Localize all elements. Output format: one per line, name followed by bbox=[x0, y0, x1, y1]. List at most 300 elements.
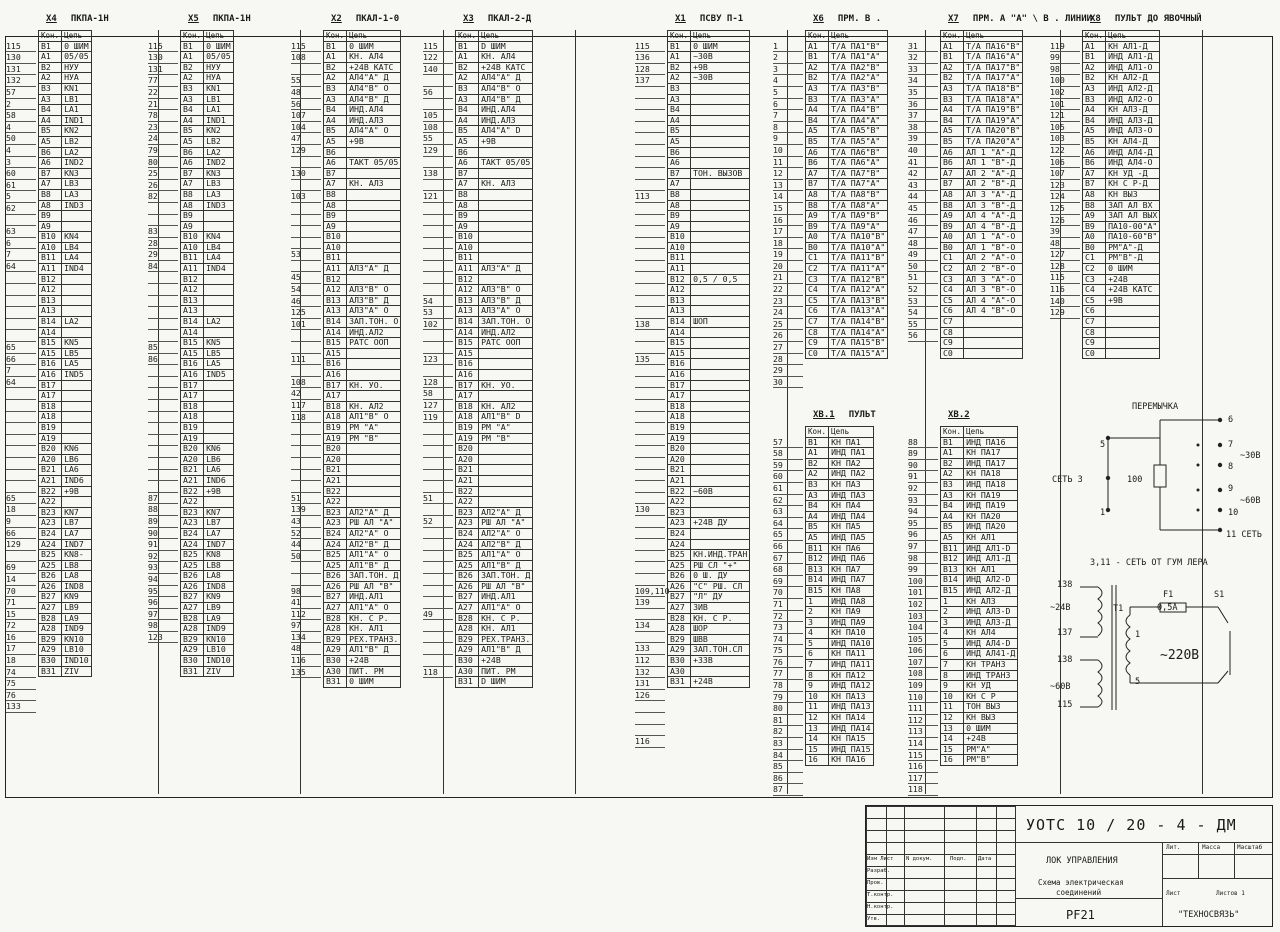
table-row bbox=[456, 115, 533, 126]
pin-id: A7 bbox=[1083, 168, 1106, 179]
pin-id: A25 bbox=[181, 560, 204, 571]
table-row bbox=[806, 522, 874, 533]
table-row bbox=[181, 253, 234, 264]
circuit-name: 0 ШИМ bbox=[1106, 264, 1160, 275]
circuit-name: ИНД.АЛ4 bbox=[479, 105, 533, 116]
tr-v220: ~220В bbox=[1160, 648, 1200, 663]
pin-id: B22 bbox=[456, 486, 479, 497]
wire-number: 97 bbox=[908, 541, 938, 553]
wire-number: 51 bbox=[291, 493, 321, 505]
table-row bbox=[806, 617, 874, 628]
circuit-name: АЛ4"А" D bbox=[479, 126, 533, 137]
table-row bbox=[324, 317, 401, 328]
table-row bbox=[456, 94, 533, 105]
wire-number: 118 bbox=[908, 784, 938, 796]
pin-id: B5 bbox=[456, 126, 479, 137]
pin-id: B7 bbox=[181, 168, 204, 179]
col-header-kon: Кон. bbox=[39, 31, 62, 42]
wire-number: 107 bbox=[1050, 168, 1080, 180]
table-row bbox=[941, 147, 1023, 158]
wire-number bbox=[423, 632, 453, 644]
table-row bbox=[941, 755, 1018, 766]
wire-number: 74 bbox=[773, 634, 803, 646]
wire-number bbox=[423, 342, 453, 354]
pin-id: 14 bbox=[806, 734, 829, 745]
wire-number: 26 bbox=[773, 330, 803, 342]
wire-number-column bbox=[291, 41, 321, 679]
table-row bbox=[456, 634, 533, 645]
table-row bbox=[324, 486, 401, 497]
wire-number: 75 bbox=[6, 678, 36, 690]
pin-id: B21 bbox=[668, 465, 691, 476]
circuit-name: АЛ1"В" D bbox=[479, 412, 533, 423]
table-row bbox=[181, 94, 234, 105]
circuit-name: АЛ 4 "В"-О bbox=[964, 306, 1023, 317]
wire-number: 127 bbox=[423, 400, 453, 412]
wire-number: 88 bbox=[148, 504, 178, 516]
table-row bbox=[941, 73, 1023, 84]
wire-number: 44 bbox=[291, 539, 321, 551]
wire-number: 74 bbox=[6, 667, 36, 679]
pin-id: A5 bbox=[1083, 126, 1106, 137]
table-row bbox=[456, 613, 533, 624]
wire-number: 96 bbox=[908, 529, 938, 541]
circuit-name: ИНД.АЛ3 bbox=[347, 115, 401, 126]
circuit-name: АЛ1"А" О bbox=[479, 603, 533, 614]
table-row bbox=[181, 370, 234, 381]
table-row bbox=[324, 634, 401, 645]
table-row bbox=[39, 168, 92, 179]
circuit-name: ЗАП АЛ ВЫХ bbox=[1106, 211, 1160, 222]
pin-id: A15 bbox=[39, 348, 62, 359]
circuit-name: ПА10-00"А" bbox=[1106, 221, 1160, 232]
table-row bbox=[39, 666, 92, 677]
circuit-name: Т/А ПА16"В" bbox=[964, 41, 1023, 52]
pin-id: B23 bbox=[181, 507, 204, 518]
table-row bbox=[668, 52, 750, 63]
wire-number: 123 bbox=[1050, 180, 1080, 192]
tb-podp: Подп. bbox=[950, 856, 967, 862]
circuit-name: Т/А ПА5"А" bbox=[829, 136, 888, 147]
table-row bbox=[39, 528, 92, 539]
circuit-name: LA7 bbox=[62, 528, 92, 539]
pin-id: B27 bbox=[39, 592, 62, 603]
pin-id: A9 bbox=[456, 221, 479, 232]
table-row bbox=[456, 179, 533, 190]
table-row bbox=[39, 422, 92, 433]
circuit-name: +9В bbox=[1106, 295, 1160, 306]
table-row bbox=[181, 189, 234, 200]
pin-id: A1 bbox=[456, 52, 479, 63]
table-row bbox=[181, 52, 234, 63]
circuit-name: LA2 bbox=[204, 147, 234, 158]
pin-id: B1 bbox=[39, 41, 62, 52]
circuit-name: Т/А ПА15"В" bbox=[829, 338, 888, 349]
circuit-name bbox=[691, 242, 750, 253]
table-row bbox=[941, 448, 1018, 459]
table-row bbox=[456, 338, 533, 349]
wire-number bbox=[635, 110, 665, 122]
table-row bbox=[668, 581, 750, 592]
circuit-name: ИНД АЛ41-Д bbox=[964, 649, 1018, 660]
table-row bbox=[941, 83, 1023, 94]
wire-number: 34 bbox=[908, 75, 938, 87]
wire-number: 4 bbox=[6, 122, 36, 134]
table-row bbox=[456, 359, 533, 370]
pin-id: A22 bbox=[456, 497, 479, 508]
table-row bbox=[806, 607, 874, 618]
table-row bbox=[181, 147, 234, 158]
table-row bbox=[39, 433, 92, 444]
table-row bbox=[941, 744, 1018, 755]
circuit-name bbox=[691, 147, 750, 158]
circuit-name: LB10 bbox=[62, 645, 92, 656]
pin-id: B6 bbox=[941, 158, 964, 169]
pin-id: B26 bbox=[324, 571, 347, 582]
circuit-name bbox=[691, 189, 750, 200]
pin-id: 16 bbox=[941, 755, 964, 766]
pin-id: B8 bbox=[941, 200, 964, 211]
table-row bbox=[806, 660, 874, 671]
circuit-name: АЛ2"В" Д bbox=[479, 539, 533, 550]
wire-number: 92 bbox=[908, 483, 938, 495]
tr-wire-115: 115 bbox=[1057, 700, 1073, 710]
table-row bbox=[806, 264, 888, 275]
wire-number bbox=[423, 435, 453, 447]
pin-id: 3 bbox=[806, 617, 829, 628]
wire-number: 53 bbox=[908, 296, 938, 308]
circuit-name bbox=[964, 338, 1023, 349]
pin-id: B25 bbox=[668, 550, 691, 561]
circuit-name bbox=[347, 486, 401, 497]
circuit-name bbox=[691, 253, 750, 264]
connector-ref: ХВ.1 bbox=[813, 410, 835, 420]
table-row bbox=[181, 507, 234, 518]
table-row bbox=[181, 338, 234, 349]
pin-id: A4 bbox=[941, 105, 964, 116]
pin-id: B21 bbox=[324, 465, 347, 476]
table-row bbox=[456, 391, 533, 402]
table-row bbox=[456, 560, 533, 571]
table-row bbox=[668, 83, 750, 94]
wire-number: 46 bbox=[908, 215, 938, 227]
table-row bbox=[1083, 147, 1160, 158]
table-row bbox=[941, 306, 1023, 317]
wire-number bbox=[291, 481, 321, 493]
table-row bbox=[39, 401, 92, 412]
wire-number bbox=[423, 470, 453, 482]
wire-number: 1 bbox=[773, 41, 803, 53]
circuit-name: Т/А ПА8"В" bbox=[829, 189, 888, 200]
circuit-name: Т/А ПА15"А" bbox=[829, 348, 888, 359]
pin-id: A19 bbox=[456, 433, 479, 444]
wire-number bbox=[6, 446, 36, 458]
connector-title: ПРМ. А "А" \ В . ЛИНИИ bbox=[972, 14, 1093, 24]
table-row bbox=[324, 444, 401, 455]
table-row bbox=[941, 264, 1023, 275]
circuit-name: ШОР bbox=[691, 624, 750, 635]
table-row bbox=[181, 486, 234, 497]
circuit-name: РМ "А" bbox=[347, 422, 401, 433]
wire-number: 87 bbox=[773, 784, 803, 796]
wire-number bbox=[635, 145, 665, 157]
pin-id: B24 bbox=[668, 528, 691, 539]
table-row bbox=[668, 677, 750, 688]
circuit-name bbox=[204, 221, 234, 232]
pin-id: B10 bbox=[39, 232, 62, 243]
wire-number-column bbox=[908, 437, 938, 796]
table-row bbox=[324, 73, 401, 84]
table-row bbox=[456, 380, 533, 391]
pin-id: B28 bbox=[456, 613, 479, 624]
pin-id: B3 bbox=[668, 83, 691, 94]
pin-id: B22 bbox=[39, 486, 62, 497]
wire-number: 66 bbox=[773, 541, 803, 553]
pin-id: A27 bbox=[324, 603, 347, 614]
pin-id: A14 bbox=[181, 327, 204, 338]
table-row bbox=[668, 634, 750, 645]
table-row bbox=[181, 83, 234, 94]
table-row bbox=[456, 412, 533, 423]
jumper-v30: ~30В bbox=[1240, 451, 1261, 461]
pin-id: A16 bbox=[456, 370, 479, 381]
wire-number bbox=[635, 701, 665, 713]
table-row bbox=[181, 550, 234, 561]
circuit-name: ИНД ПА20 bbox=[964, 522, 1018, 533]
table-row bbox=[806, 105, 888, 116]
pinout-table bbox=[1082, 30, 1160, 359]
wire-number: 122 bbox=[423, 52, 453, 64]
table-row bbox=[324, 94, 401, 105]
connector-header bbox=[1090, 14, 1202, 24]
wire-number bbox=[635, 400, 665, 412]
wire-number: 44 bbox=[908, 191, 938, 203]
wire-number: 48 bbox=[291, 87, 321, 99]
pin-id: A9 bbox=[324, 221, 347, 232]
circuit-name: КН ПА6 bbox=[829, 543, 873, 554]
wire-number bbox=[423, 562, 453, 574]
wire-number: 65 bbox=[773, 529, 803, 541]
pin-id: A1 bbox=[941, 41, 964, 52]
table-row bbox=[181, 136, 234, 147]
pin-id: C7 bbox=[1083, 317, 1106, 328]
table-row bbox=[456, 274, 533, 285]
wire-number: 78 bbox=[773, 680, 803, 692]
table-row bbox=[456, 486, 533, 497]
circuit-name: LB8 bbox=[204, 560, 234, 571]
pin-id: B13 bbox=[668, 295, 691, 306]
circuit-name bbox=[691, 126, 750, 137]
tb-name: ЛОК УПРАВЛЕНИЯ bbox=[1046, 856, 1118, 866]
table-row bbox=[181, 571, 234, 582]
tb-ndoc: N докум. bbox=[906, 856, 933, 862]
circuit-name: АЛ1"А" О bbox=[347, 550, 401, 561]
table-row bbox=[456, 126, 533, 137]
wire-number: 71 bbox=[773, 599, 803, 611]
pin-id: B17 bbox=[324, 380, 347, 391]
circuit-name bbox=[347, 253, 401, 264]
jumper-r100: 100 bbox=[1127, 475, 1143, 485]
wire-number bbox=[291, 215, 321, 227]
bus-line bbox=[575, 30, 576, 794]
tb-tkontr: Т.контр. bbox=[867, 892, 894, 898]
pin-id: B6 bbox=[1083, 158, 1106, 169]
wire-number-column bbox=[1050, 41, 1080, 319]
circuit-name: +9В bbox=[204, 486, 234, 497]
table-row bbox=[39, 295, 92, 306]
circuit-name: LB6 bbox=[62, 454, 92, 465]
pin-id: 9 bbox=[806, 681, 829, 692]
circuit-name: ИНД АЛ2-О bbox=[1106, 94, 1160, 105]
table-row bbox=[1083, 158, 1160, 169]
circuit-name: LB9 bbox=[62, 603, 92, 614]
pin-id: A27 bbox=[39, 603, 62, 614]
pin-id: B13 bbox=[324, 295, 347, 306]
wire-number: 116 bbox=[635, 736, 665, 748]
wire-number bbox=[6, 435, 36, 447]
circuit-name: ЗАП.ТОН. Д bbox=[347, 571, 401, 582]
pin-id: A19 bbox=[181, 433, 204, 444]
circuit-name bbox=[964, 317, 1023, 328]
circuit-name: 0 ШИМ bbox=[964, 723, 1018, 734]
table-row bbox=[456, 158, 533, 169]
circuit-name bbox=[691, 528, 750, 539]
pin-id: A24 bbox=[456, 539, 479, 550]
wire-number: 78 bbox=[148, 110, 178, 122]
table-row bbox=[181, 454, 234, 465]
circuit-name: +33В bbox=[691, 656, 750, 667]
wire-number: 13 bbox=[773, 180, 803, 192]
table-row bbox=[941, 168, 1023, 179]
table-row bbox=[181, 41, 234, 52]
circuit-name bbox=[347, 348, 401, 359]
table-row bbox=[806, 638, 874, 649]
circuit-name: KN9 bbox=[62, 592, 92, 603]
wire-number: 77 bbox=[148, 75, 178, 87]
circuit-name: АЛ4"В" Д bbox=[479, 94, 533, 105]
pin-id: A5 bbox=[941, 126, 964, 137]
wire-number: 39 bbox=[1050, 226, 1080, 238]
circuit-name bbox=[1106, 327, 1160, 338]
wire-number: 88 bbox=[908, 437, 938, 449]
pin-id: A11 bbox=[324, 264, 347, 275]
circuit-name bbox=[691, 359, 750, 370]
table-row bbox=[668, 560, 750, 571]
pin-id: B12 bbox=[324, 274, 347, 285]
circuit-name: АЛ 2 "А"-Д bbox=[964, 168, 1023, 179]
pin-id: A28 bbox=[668, 624, 691, 635]
tb-prov: Пров. bbox=[867, 880, 884, 886]
wire-number: 6 bbox=[6, 238, 36, 250]
pin-id: B2 bbox=[456, 62, 479, 73]
pin-id: 8 bbox=[941, 670, 964, 681]
circuit-name bbox=[204, 327, 234, 338]
table-row bbox=[941, 105, 1023, 116]
wire-number: 18 bbox=[6, 655, 36, 667]
circuit-name bbox=[204, 401, 234, 412]
wire-number: 126 bbox=[1050, 215, 1080, 227]
pin-id: 5 bbox=[941, 638, 964, 649]
wire-number: 4 bbox=[773, 75, 803, 87]
wire-number bbox=[6, 284, 36, 296]
circuit-name: КН. АЛ4 bbox=[347, 52, 401, 63]
wire-number: 129 bbox=[6, 539, 36, 551]
pin-id: A26 bbox=[668, 581, 691, 592]
wire-number: 56 bbox=[291, 99, 321, 111]
pin-id: B15 bbox=[324, 338, 347, 349]
table-row bbox=[1083, 306, 1160, 317]
table-row bbox=[1083, 62, 1160, 73]
table-row bbox=[181, 211, 234, 222]
pin-id: В5 bbox=[941, 522, 964, 533]
wire-number bbox=[6, 272, 36, 284]
wire-number: 53 bbox=[423, 307, 453, 319]
circuit-name: 0 ШИМ bbox=[347, 41, 401, 52]
table-row bbox=[806, 734, 874, 745]
pin-id: A17 bbox=[668, 391, 691, 402]
pin-id: B13 bbox=[181, 295, 204, 306]
pin-id: A6 bbox=[181, 158, 204, 169]
circuit-name: РШ СЛ "+" bbox=[691, 560, 750, 571]
table-row bbox=[668, 666, 750, 677]
wire-number: 36 bbox=[908, 99, 938, 111]
circuit-name bbox=[479, 168, 533, 179]
pin-id: B24 bbox=[324, 528, 347, 539]
circuit-name: ИНД АЛ3-О bbox=[1106, 126, 1160, 137]
wire-number: 55 bbox=[423, 133, 453, 145]
pin-id: B22 bbox=[668, 486, 691, 497]
wire-number: 100 bbox=[908, 576, 938, 588]
circuit-name bbox=[479, 497, 533, 508]
table-row bbox=[181, 115, 234, 126]
pin-id: C0 bbox=[941, 348, 964, 359]
pin-id: 11 bbox=[806, 702, 829, 713]
wire-number bbox=[423, 620, 453, 632]
pin-id: A24 bbox=[324, 539, 347, 550]
pin-id: 1 bbox=[806, 596, 829, 607]
wire-number bbox=[291, 180, 321, 192]
circuit-name: КN1 bbox=[204, 83, 234, 94]
table-row bbox=[39, 454, 92, 465]
table-row bbox=[668, 338, 750, 349]
circuit-name: +24В КАТС bbox=[347, 62, 401, 73]
wire-number: 18 bbox=[773, 238, 803, 250]
circuit-name: Т/А ПА2"В" bbox=[829, 62, 888, 73]
wire-number bbox=[635, 296, 665, 308]
pin-id: A0 bbox=[1083, 232, 1106, 243]
wire-number: 90 bbox=[908, 460, 938, 472]
pin-id: A7 bbox=[941, 168, 964, 179]
pin-id: B13 bbox=[39, 295, 62, 306]
pin-id: A1 bbox=[39, 52, 62, 63]
pin-id: А3 bbox=[806, 490, 829, 501]
wire-number: 115 bbox=[908, 750, 938, 762]
pin-id: B3 bbox=[806, 94, 829, 105]
pin-id: A11 bbox=[456, 264, 479, 275]
circuit-name: LA5 bbox=[204, 359, 234, 370]
circuit-name: АЛ 3 "А"-Д bbox=[964, 189, 1023, 200]
table-row bbox=[324, 242, 401, 253]
circuit-name: ИНД АЛ4-Д bbox=[1106, 147, 1160, 158]
wire-number bbox=[423, 272, 453, 284]
table-row bbox=[668, 539, 750, 550]
table-row bbox=[39, 475, 92, 486]
wire-number: 122 bbox=[1050, 145, 1080, 157]
circuit-name: ТОН ВЫЗ bbox=[964, 702, 1018, 713]
wire-number bbox=[635, 458, 665, 470]
wire-number: 51 bbox=[423, 493, 453, 505]
wire-number: 3 bbox=[6, 157, 36, 169]
